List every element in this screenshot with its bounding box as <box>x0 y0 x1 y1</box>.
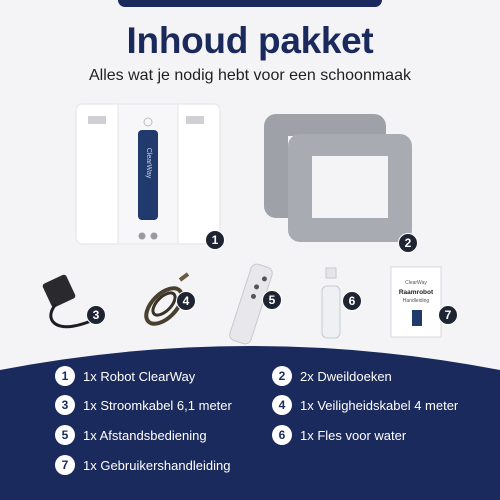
list-item-number: 4 <box>272 395 292 415</box>
badge-safety-cable: 4 <box>176 291 196 311</box>
robot-handle-text: ClearWay <box>145 147 152 179</box>
list-item-label: 2x Dweildoeken <box>300 368 392 384</box>
list-item-label: 1x Gebruikershandleiding <box>83 457 231 473</box>
page-title: Inhoud pakket <box>126 20 374 61</box>
manual-brand: ClearWay <box>405 280 427 286</box>
page-subtitle: Alles wat je nodig hebt voor een schoonmaak <box>89 67 411 84</box>
list-item-number: 1 <box>55 366 75 386</box>
list-item <box>55 366 195 386</box>
list-item-label: 1x Fles voor water <box>300 427 407 443</box>
list-item-label: 1x Stroomkabel 6,1 meter <box>83 397 232 413</box>
badge-power-cable: 3 <box>86 305 106 325</box>
list-item-label: 1x Afstandsbediening <box>83 427 207 443</box>
mop-cloths-image <box>258 110 418 250</box>
list-item-number: 3 <box>55 395 75 415</box>
list-item-label: 1x Robot ClearWay <box>83 368 196 384</box>
list-item-number: 6 <box>272 425 292 445</box>
water-bottle-image <box>316 266 344 340</box>
list-item <box>55 395 232 415</box>
badge-robot: 1 <box>205 230 225 250</box>
list-item-number: 2 <box>272 366 292 386</box>
badge-bottle: 6 <box>342 291 362 311</box>
list-item <box>55 455 230 475</box>
list-item-number: 7 <box>55 455 75 475</box>
list-item-label: 1x Veiligheidskabel 4 meter <box>300 397 459 413</box>
list-item-number: 5 <box>55 425 75 445</box>
list-item <box>272 395 458 415</box>
list-item <box>55 425 207 445</box>
top-tab-decoration <box>118 0 382 7</box>
power-cable-image <box>34 268 106 338</box>
manual-subtitle: Handleiding <box>402 298 430 304</box>
badge-manual: 7 <box>438 305 458 325</box>
manual-title: Raamrobot <box>398 289 434 296</box>
list-item <box>272 425 406 445</box>
list-item <box>272 366 392 386</box>
badge-remote: 5 <box>262 290 282 310</box>
badge-mop-cloths: 2 <box>398 233 418 253</box>
